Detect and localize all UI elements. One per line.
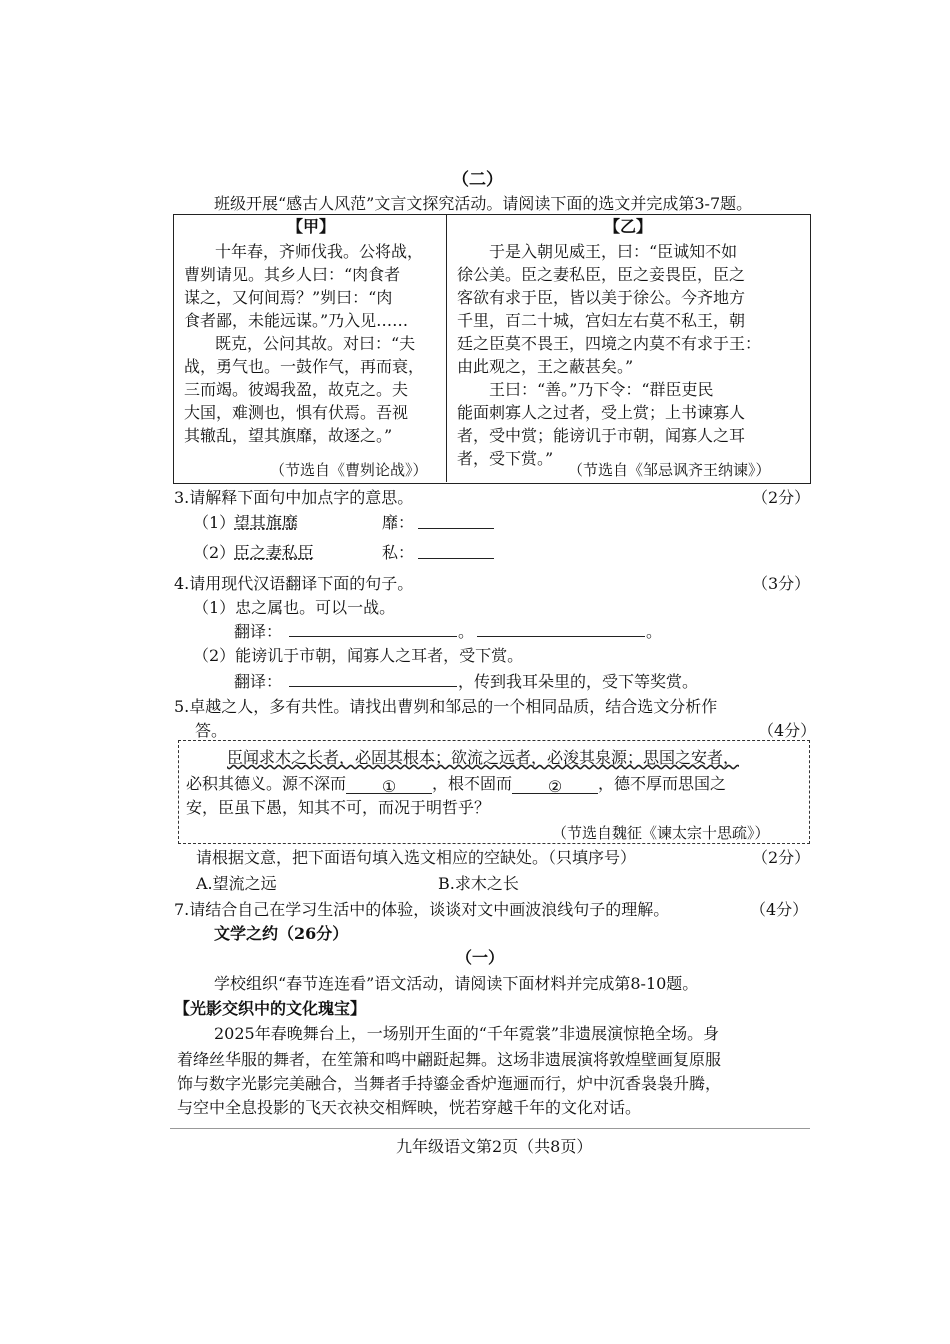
material-paragraph-line: 2025年春晚舞台上，一场别开生面的“千年霓裳”非遗展演惊艳全场。身 bbox=[214, 1024, 720, 1043]
q6-option-b: B.求木之长 bbox=[438, 874, 519, 893]
q3-item1-num: （1） bbox=[193, 513, 236, 532]
q3-answer1-blank[interactable] bbox=[418, 512, 494, 529]
material-title: 【光影交织中的文化瑰宝】 bbox=[174, 999, 367, 1018]
q5-stem-line1: 5.卓越之人，多有共性。请找出曹刿和邹忌的一个相同品质，结合选文分析作 bbox=[174, 697, 718, 716]
passage-yi-source: （节选自《邹忌讽齐王纳谏》） bbox=[568, 461, 771, 479]
excerpt-line2-b: ，根不固而 bbox=[432, 774, 513, 793]
q4-period: 。 bbox=[458, 622, 475, 641]
q4-item2: （2）能谤讥于市朝，闻寡人之耳者，受下赏。 bbox=[193, 646, 524, 665]
excerpt-line2 bbox=[186, 774, 726, 794]
literature-intro: 学校组织“春节连连看”语文活动，请阅读下面材料并完成第8-10题。 bbox=[214, 974, 699, 993]
q4-translate-label: 翻译： bbox=[234, 622, 283, 641]
material-paragraph-line: 饰与数字光影完美融合，当舞者手持鎏金香炉迤逦而行，炉中沉香袅袅升腾， bbox=[177, 1074, 722, 1093]
passage-jia-line: 三而竭。彼竭我盈，故克之。夫 bbox=[184, 380, 409, 399]
q4-translate-label: 翻译： bbox=[234, 672, 283, 691]
passage-yi-line: 由此观之，王之蔽甚矣。” bbox=[457, 357, 634, 376]
q5-score: （4分） bbox=[758, 721, 817, 740]
q5-stem-line2: 答。 bbox=[195, 721, 228, 740]
q4-period: 。 bbox=[646, 622, 663, 641]
q3-answer2-blank[interactable] bbox=[418, 542, 494, 559]
excerpt-source: （节选自魏征《谏太宗十思疏》） bbox=[552, 824, 770, 842]
passage-yi-label: 【乙】 bbox=[604, 217, 653, 236]
q6-score: （2分） bbox=[752, 848, 811, 867]
literature-title: 文学之约（26分） bbox=[214, 924, 349, 943]
q3-item2-sentence: 臣之妻私臣 bbox=[234, 543, 315, 562]
q3-item2-char: 私： bbox=[382, 543, 415, 562]
excerpt-line2-c: ，德不厚而思国之 bbox=[598, 774, 727, 793]
q4-stem: 4.请用现代汉语翻译下面的句子。 bbox=[174, 574, 414, 593]
passage-jia-line: 战，勇气也。一鼓作气，再而衰， bbox=[184, 357, 425, 376]
q7-score: （4分） bbox=[750, 900, 809, 919]
passage-jia-line: 其辙乱，望其旗靡，故逐之。” bbox=[184, 426, 393, 445]
passage-jia-line: 十年春，齐师伐我。公将战， bbox=[215, 242, 424, 261]
passage-divider bbox=[446, 214, 447, 482]
excerpt-blank-2-label: ② bbox=[547, 777, 563, 796]
q3-item1-char: 靡： bbox=[382, 513, 415, 532]
q4-answer1a-blank[interactable] bbox=[289, 620, 457, 637]
material-paragraph-line: 着绛丝华服的舞者，在笙箫和鸣中翩跹起舞。这场非遗展演将敦煌壁画复原服 bbox=[177, 1050, 722, 1069]
q6-stem: 请根据文意，把下面语句填入选文相应的空缺处。（只填序号） bbox=[196, 848, 637, 867]
passage-jia-line: 谋之，又何间焉？”刿曰：“肉 bbox=[184, 288, 393, 307]
q3-item2-num: （2） bbox=[193, 543, 236, 562]
excerpt-line2-a: 必积其德义。源不深而 bbox=[186, 774, 347, 793]
excerpt-line1 bbox=[227, 748, 739, 768]
excerpt-blank-2[interactable] bbox=[512, 777, 598, 794]
q4-item1: （1）忠之属也。可以一战。 bbox=[193, 598, 396, 617]
q7-stem: 7.请结合自己在学习生活中的体验，谈谈对文中画波浪线句子的理解。 bbox=[174, 900, 670, 919]
passage-yi-line: 徐公美。臣之妻私臣，臣之妾畏臣，臣之 bbox=[457, 265, 746, 284]
passage-jia-label: 【甲】 bbox=[287, 217, 336, 236]
passage-jia-line: 大国，难测也，惧有伏焉。吾视 bbox=[184, 403, 409, 422]
q3-stem: 3.请解释下面句中加点字的意思。 bbox=[174, 488, 414, 507]
passage-jia-line: 曹刿请见。其乡人曰：“肉食者 bbox=[184, 265, 401, 284]
passage-yi-line: 廷之臣莫不畏王，四境之内莫不有求于王： bbox=[457, 334, 762, 353]
passage-yi-line: 者，受中赏；能谤讥于市朝，闻寡人之耳 bbox=[457, 426, 746, 445]
passage-jia-line: 食者鄙，未能远谋。”乃入见…… bbox=[184, 311, 409, 330]
passage-yi-line: 王曰：“善。”乃下令：“群臣吏民 bbox=[489, 380, 714, 399]
section-heading: （二） bbox=[452, 170, 503, 190]
literature-subheading: （一） bbox=[456, 948, 505, 967]
page-footer: 九年级语文第2页（共8页） bbox=[396, 1137, 593, 1156]
passage-jia-source: （节选自《曹刿论战》） bbox=[270, 461, 428, 479]
excerpt-line3: 安，臣虽下愚，知其不可，而况于明哲乎？ bbox=[186, 798, 491, 817]
excerpt-wavy-sentence: 臣闻求木之长者，必固其根本；欲流之远者，必浚其泉源；思国之安者， bbox=[227, 748, 740, 767]
passage-yi-line: 于是入朝见威王，曰：“臣诚知不如 bbox=[489, 242, 738, 261]
passage-yi-line: 能面刺寡人之过者，受上赏；上书谏寡人 bbox=[457, 403, 746, 422]
excerpt-blank-1-label: ① bbox=[381, 777, 397, 796]
q6-option-a: A.望流之远 bbox=[196, 874, 277, 893]
q4-item2-answer-tail: ，传到我耳朵里的，受下等奖赏。 bbox=[458, 672, 699, 691]
q4-answer1b-blank[interactable] bbox=[477, 620, 645, 637]
q3-item1-sentence: 望其旗靡 bbox=[234, 513, 299, 532]
passage-yi-line: 客欲有求于臣，皆以美于徐公。今齐地方 bbox=[457, 288, 746, 307]
section-intro: 班级开展“感古人风范”文言文探究活动。请阅读下面的选文并完成第3-7题。 bbox=[214, 194, 753, 213]
q4-score: （3分） bbox=[752, 574, 811, 593]
q4-answer2-blank[interactable] bbox=[289, 670, 457, 687]
passage-yi-line: 者，受下赏。” bbox=[457, 449, 554, 468]
excerpt-blank-1[interactable] bbox=[346, 777, 432, 794]
passage-jia-line: 既克，公问其故。对曰：“夫 bbox=[215, 334, 416, 353]
passage-yi-line: 千里，百二十城，宫妇左右莫不私王，朝 bbox=[457, 311, 746, 330]
material-paragraph-line: 与空中全息投影的飞天衣袂交相辉映，恍若穿越千年的文化对话。 bbox=[177, 1098, 642, 1117]
q3-score: （2分） bbox=[752, 488, 811, 507]
footer-divider bbox=[170, 1128, 810, 1129]
